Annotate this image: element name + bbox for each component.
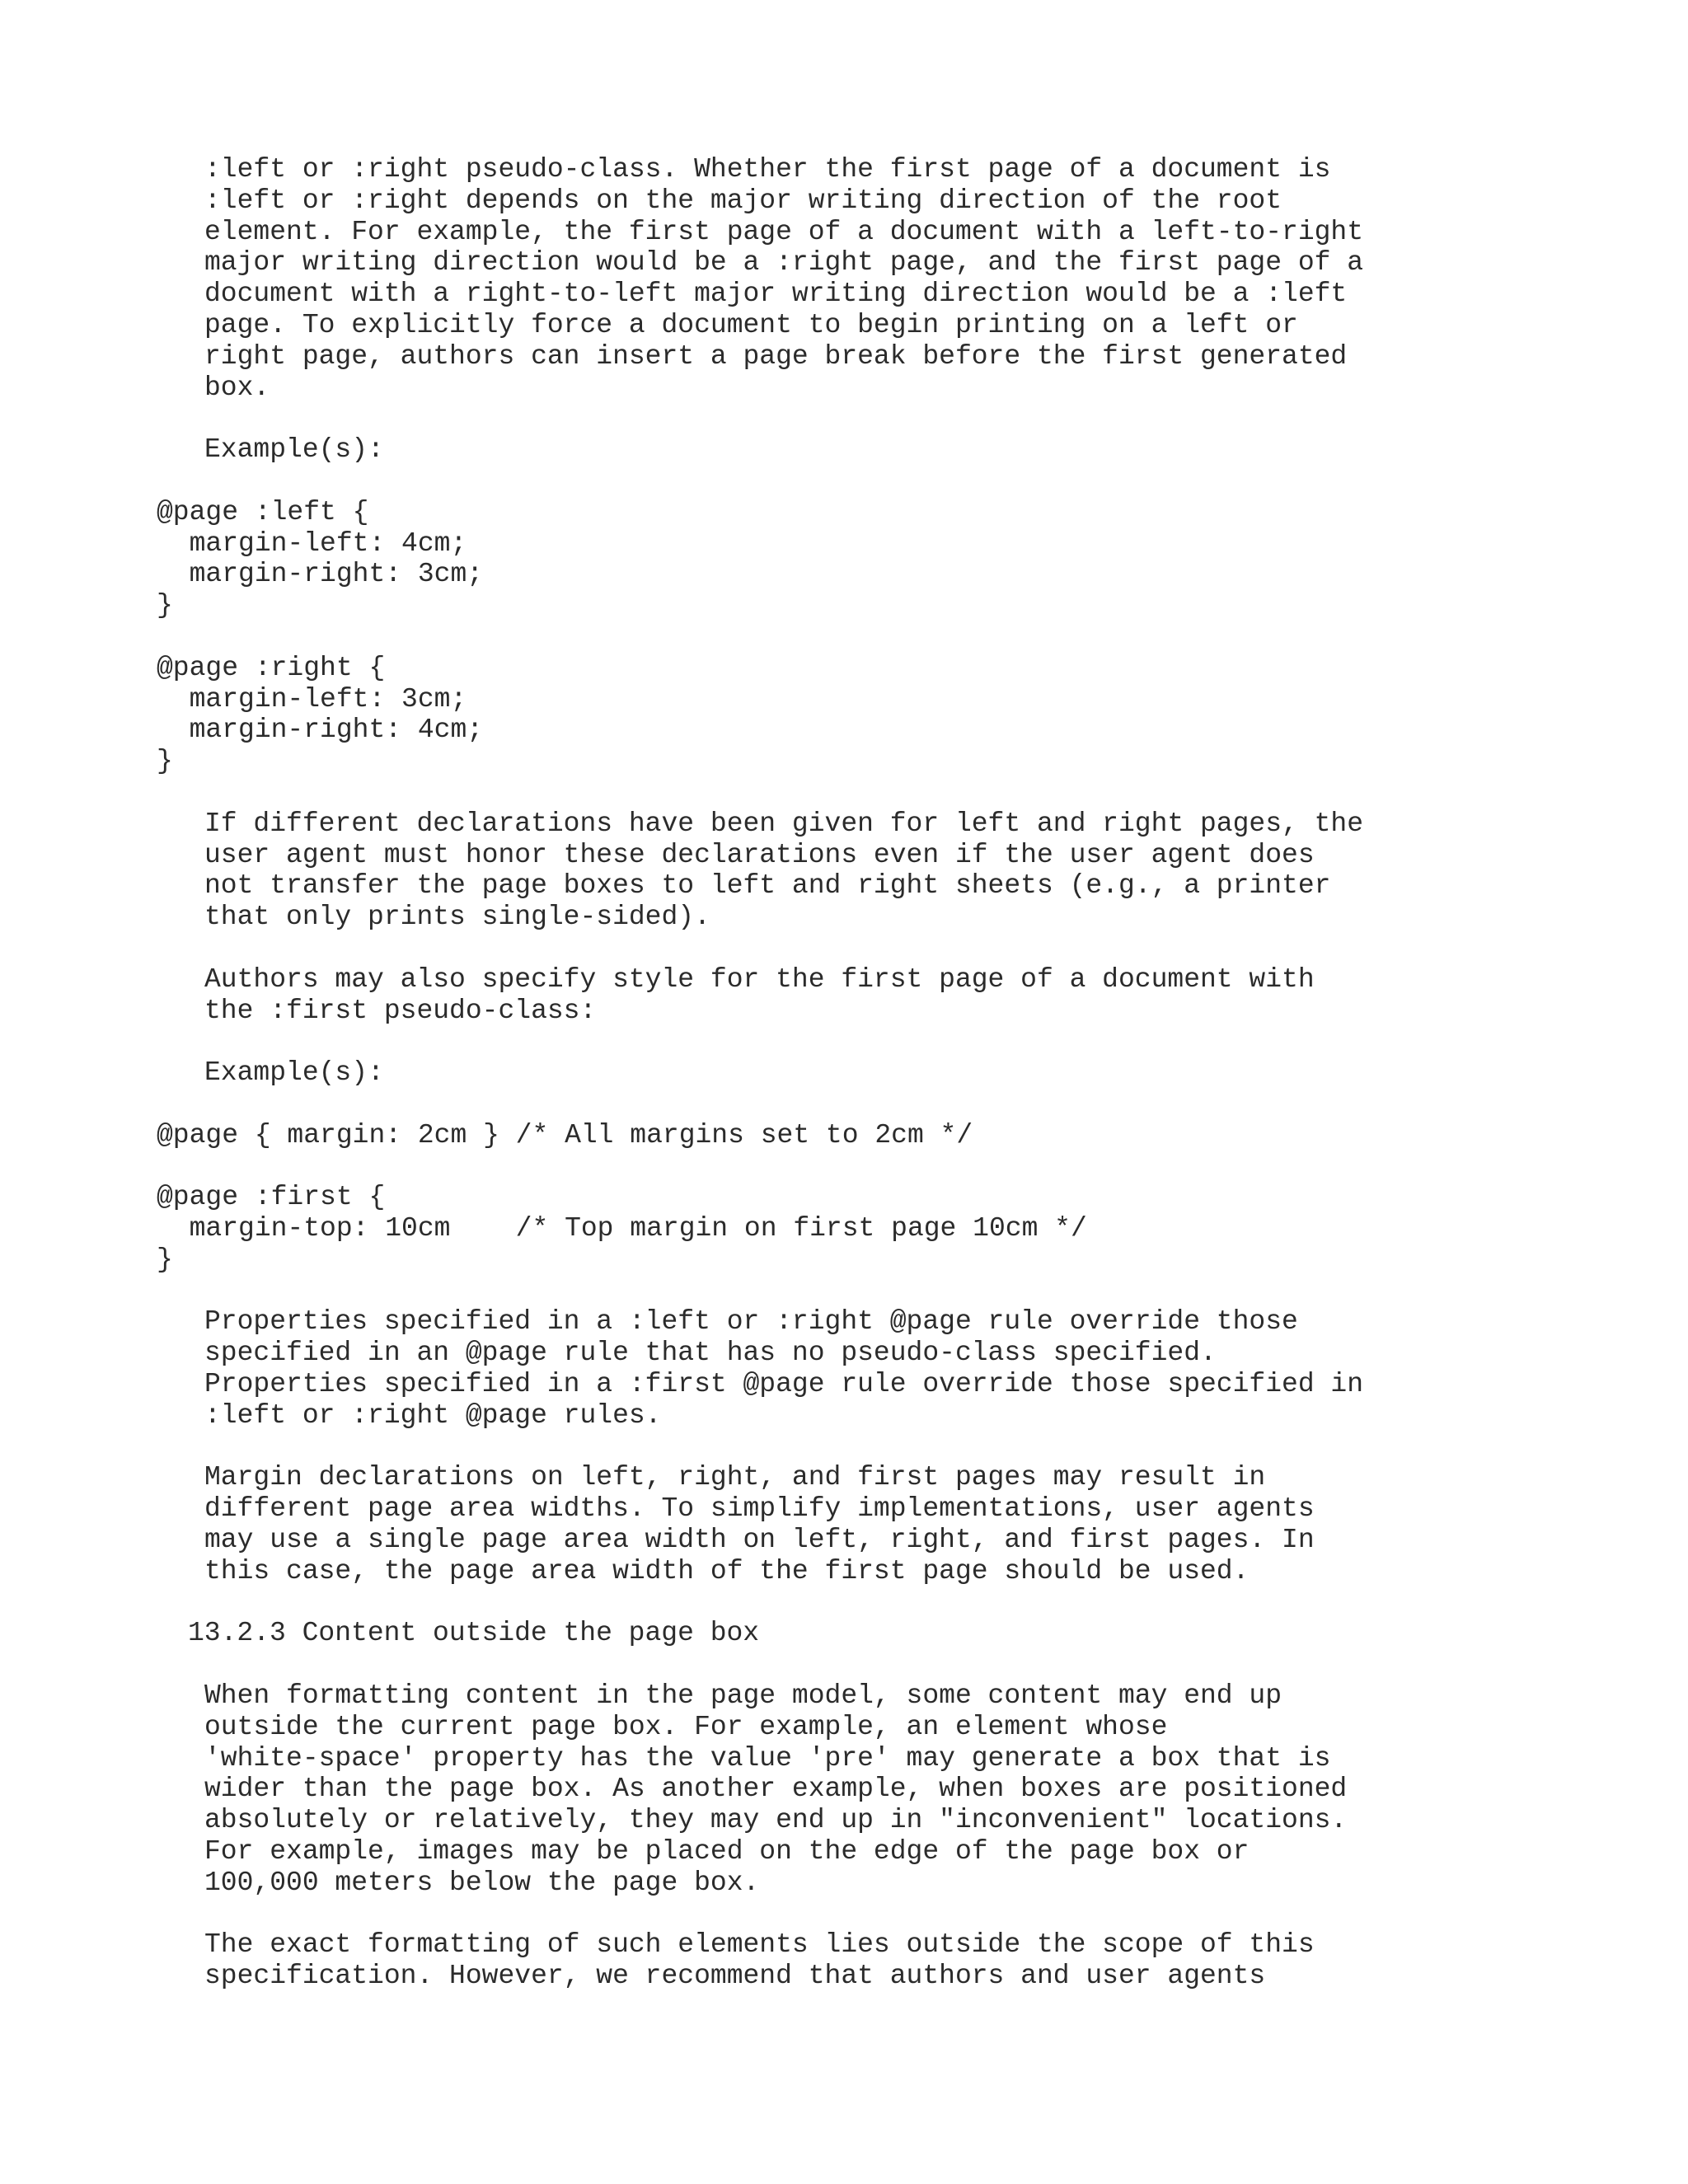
blank-line xyxy=(157,1432,1640,1463)
blank-line xyxy=(157,1899,1640,1930)
text-line: If different declarations have been given for left and right pages, the xyxy=(204,808,1364,839)
text-line: different page area widths. To simplify implementations, user agents xyxy=(204,1493,1315,1525)
blank-line xyxy=(157,1151,1640,1183)
code-line: } xyxy=(157,590,173,621)
text-line: outside the current page box. For example, an element whose xyxy=(204,1711,1168,1742)
code-block xyxy=(157,1182,1640,1275)
text-line: major writing direction would be a :right page, and the first page of a xyxy=(204,247,1364,279)
text-line: 100,000 meters below the page box. xyxy=(204,1867,760,1898)
text-line: When formatting content in the page model, some content may end up xyxy=(204,1680,1282,1712)
text-line: page. To explicitly force a document to begin printing on a left or xyxy=(204,309,1298,340)
text-line: box. xyxy=(204,372,270,403)
code-block xyxy=(157,653,1640,777)
text-line: :left or :right @page rules. xyxy=(204,1399,662,1431)
text-line: not transfer the page boxes to left and right sheets (e.g., a printer xyxy=(204,870,1331,902)
paragraph xyxy=(157,1680,1640,1899)
blank-line xyxy=(157,403,1640,434)
text-line: For example, images may be placed on the edge of the page box or xyxy=(204,1836,1250,1868)
paragraph xyxy=(157,154,1640,403)
text-line: Margin declarations on left, right, and first pages may result in xyxy=(204,1462,1266,1493)
paragraph xyxy=(157,1929,1640,1992)
blank-line xyxy=(157,933,1640,964)
text-line: this case, the page area width of the first page should be used. xyxy=(204,1555,1250,1586)
paragraph xyxy=(157,1462,1640,1586)
code-line: margin-left: 4cm; xyxy=(157,527,467,559)
text-line: element. For example, the first page of a document with a left-to-right xyxy=(204,216,1364,247)
text-line: :left or :right pseudo-class. Whether the first page of a document is xyxy=(204,154,1331,185)
text-line: Example(s): xyxy=(204,1057,384,1089)
text-line: may use a single page area width on left, right, and first pages. In xyxy=(204,1525,1315,1556)
blank-line xyxy=(157,1026,1640,1057)
text-line: The exact formatting of such elements lies outside the scope of this xyxy=(204,1929,1315,1961)
code-line: margin-right: 4cm; xyxy=(157,715,484,746)
code-line: @page :left { xyxy=(157,496,369,527)
code-line: @page :right { xyxy=(157,652,386,683)
text-line: right page, authors can insert a page break before the first generated xyxy=(204,340,1348,372)
document-page xyxy=(157,154,1640,1992)
paragraph xyxy=(157,1306,1640,1431)
text-line: specification. However, we recommend that authors and user agents xyxy=(204,1961,1266,1992)
paragraph xyxy=(157,964,1640,1027)
blank-line xyxy=(157,777,1640,808)
code-line: } xyxy=(157,746,173,777)
heading-text: 13.2.3 Content outside the page box xyxy=(188,1618,760,1649)
blank-line xyxy=(157,1089,1640,1120)
text-line: :left or :right depends on the major writing direction of the root xyxy=(204,185,1282,216)
blank-line xyxy=(157,1276,1640,1307)
blank-line xyxy=(157,1649,1640,1680)
section-heading xyxy=(157,1618,1640,1649)
text-line: the :first pseudo-class: xyxy=(204,995,597,1026)
text-line: Authors may also specify style for the first page of a document with xyxy=(204,963,1315,995)
code-line: } xyxy=(157,1244,173,1275)
blank-line xyxy=(157,1587,1640,1619)
text-line: document with a right-to-left major writing direction would be a :left xyxy=(204,279,1348,310)
text-line: that only prints single-sided). xyxy=(204,902,710,933)
text-line: Properties specified in a :left or :right @page rule override those xyxy=(204,1306,1298,1338)
paragraph xyxy=(157,434,1640,466)
text-line: 'white-space' property has the value 'pre' may generate a box that is xyxy=(204,1742,1331,1774)
code-block xyxy=(157,1120,1640,1151)
paragraph xyxy=(157,808,1640,933)
text-line: wider than the page box. As another example, when boxes are positioned xyxy=(204,1774,1348,1805)
text-line: user agent must honor these declarations even if the user agent does xyxy=(204,839,1315,870)
code-line: @page { margin: 2cm } /* All margins set to 2cm */ xyxy=(157,1119,973,1151)
text-line: Properties specified in a :first @page rule override those specified in xyxy=(204,1369,1364,1400)
code-line: margin-left: 3cm; xyxy=(157,683,467,715)
code-line: margin-top: 10cm /* Top margin on first page 10cm */ xyxy=(157,1213,1087,1244)
text-line: absolutely or relatively, they may end up in "inconvenient" locations. xyxy=(204,1805,1348,1836)
code-block xyxy=(157,497,1640,621)
text-line: specified in an @page rule that has no pseudo-class specified. xyxy=(204,1338,1217,1369)
blank-line xyxy=(157,621,1640,653)
blank-line xyxy=(157,466,1640,497)
code-line: @page :first { xyxy=(157,1182,386,1213)
text-line: Example(s): xyxy=(204,434,384,466)
code-line: margin-right: 3cm; xyxy=(157,559,484,590)
paragraph xyxy=(157,1057,1640,1089)
